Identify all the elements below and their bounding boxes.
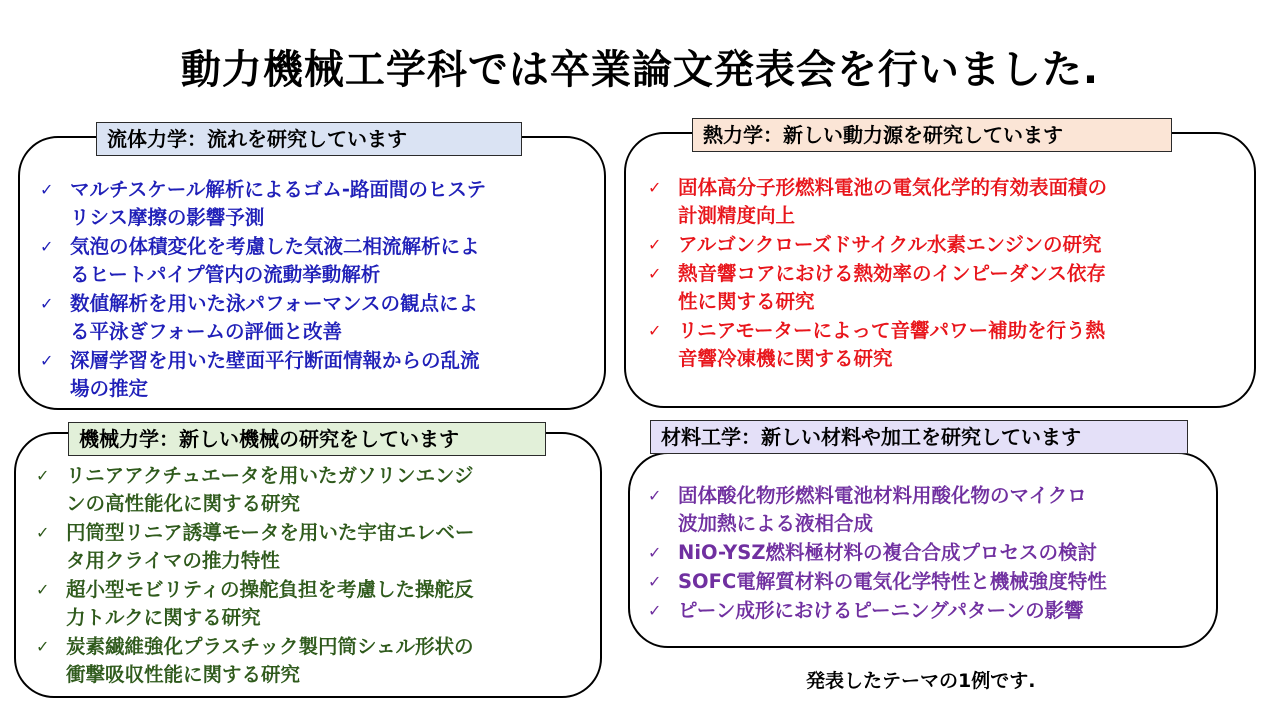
materials-engineering-heading: 材料工学：新しい材料や加工を研究しています bbox=[650, 420, 1188, 454]
fluid-dynamics-heading: 流体力学：流れを研究しています bbox=[96, 122, 522, 156]
checkmark-icon: ✓ bbox=[36, 466, 50, 485]
fluid-dynamics-list bbox=[40, 176, 486, 404]
checkmark-icon: ✓ bbox=[648, 601, 662, 620]
materials-research-item bbox=[648, 482, 1107, 538]
fluid-research-item bbox=[40, 290, 486, 346]
research-item-text: 音響冷凍機に関する研究 bbox=[678, 347, 893, 370]
research-item-text: リシス摩擦の影響予測 bbox=[70, 206, 265, 229]
research-item-text: 固体酸化物形燃料電池材料用酸化物のマイクロ bbox=[678, 484, 1087, 507]
research-item-text: アルゴンクローズドサイクル水素エンジンの研究 bbox=[678, 233, 1102, 256]
mechanical-dynamics-heading: 機械力学：新しい機械の研究をしています bbox=[68, 422, 546, 456]
thermal-research-item bbox=[648, 174, 1107, 230]
research-item-text: る平泳ぎフォームの評価と改善 bbox=[70, 320, 343, 343]
materials-research-item bbox=[648, 568, 1107, 596]
checkmark-icon: ✓ bbox=[648, 486, 662, 505]
research-item-text: マルチスケール解析によるゴム-路面間のヒステ bbox=[70, 178, 487, 201]
checkmark-icon: ✓ bbox=[648, 572, 662, 591]
research-item-text: リニアモーターによって音響パワー補助を行う熱 bbox=[678, 319, 1106, 342]
research-item-text: 衝撃吸収性能に関する研究 bbox=[66, 663, 301, 686]
research-item-text: 超小型モビリティの操舵負担を考慮した操舵反 bbox=[66, 578, 474, 601]
checkmark-icon: ✓ bbox=[648, 264, 662, 283]
checkmark-icon: ✓ bbox=[40, 180, 54, 199]
checkmark-icon: ✓ bbox=[36, 580, 50, 599]
checkmark-icon: ✓ bbox=[648, 235, 662, 254]
checkmark-icon: ✓ bbox=[648, 321, 662, 340]
checkmark-icon: ✓ bbox=[40, 351, 54, 370]
checkmark-icon: ✓ bbox=[36, 523, 50, 542]
research-item-text: ピーン成形におけるピーニングパターンの影響 bbox=[678, 599, 1084, 622]
checkmark-icon: ✓ bbox=[40, 294, 54, 313]
research-item-text: ンの高性能化に関する研究 bbox=[66, 492, 301, 515]
mechanical-research-item bbox=[36, 576, 474, 632]
research-item-text: るヒートパイプ管内の流動挙動解析 bbox=[70, 263, 381, 286]
fluid-research-item bbox=[40, 347, 486, 403]
research-item-text: 場の推定 bbox=[70, 377, 149, 400]
thermodynamics-heading: 熱力学：新しい動力源を研究しています bbox=[692, 118, 1172, 152]
thermal-research-item bbox=[648, 231, 1107, 259]
checkmark-icon: ✓ bbox=[648, 178, 662, 197]
research-item-text: 固体高分子形燃料電池の電気化学的有効表面積の bbox=[678, 176, 1108, 199]
thermal-research-item bbox=[648, 260, 1107, 316]
research-item-text: 計測精度向上 bbox=[678, 204, 796, 227]
thermodynamics-list bbox=[648, 174, 1107, 374]
checkmark-icon: ✓ bbox=[36, 637, 50, 656]
checkmark-icon: ✓ bbox=[40, 237, 54, 256]
research-item-text: 熱音響コアにおける熱効率のインピーダンス依存 bbox=[678, 262, 1106, 285]
materials-engineering-list bbox=[648, 482, 1107, 626]
research-item-text: 炭素繊維強化プラスチック製円筒シェル形状の bbox=[66, 635, 474, 658]
mechanical-research-item bbox=[36, 462, 474, 518]
research-item-text: リニアアクチュエータを用いたガソリンエンジ bbox=[66, 464, 474, 487]
research-item-text: 力トルクに関する研究 bbox=[66, 606, 261, 629]
research-item-text: タ用クライマの推力特性 bbox=[66, 549, 280, 572]
fluid-research-item bbox=[40, 233, 486, 289]
research-item-text: 深層学習を用いた壁面平行断面情報からの乱流 bbox=[70, 349, 480, 372]
mechanical-dynamics-list bbox=[36, 462, 474, 690]
mechanical-research-item bbox=[36, 519, 474, 575]
research-item-text: NiO-YSZ燃料極材料の複合合成プロセスの検討 bbox=[678, 541, 1097, 564]
research-item-text: 気泡の体積変化を考慮した気液二相流解析によ bbox=[70, 235, 480, 258]
materials-research-item bbox=[648, 539, 1107, 567]
thermal-research-item bbox=[648, 317, 1107, 373]
research-item-text: SOFC電解質材料の電気化学特性と機械強度特性 bbox=[678, 570, 1107, 593]
materials-research-item bbox=[648, 597, 1107, 625]
research-item-text: 性に関する研究 bbox=[678, 290, 815, 313]
page-title: 動力機械工学科では卒業論文発表会を行いました. bbox=[180, 47, 1100, 93]
research-item-text: 円筒型リニア誘導モータを用いた宇宙エレベー bbox=[66, 521, 475, 544]
mechanical-research-item bbox=[36, 633, 474, 689]
footnote: 発表したテーマの1例です. bbox=[806, 670, 1036, 692]
checkmark-icon: ✓ bbox=[648, 543, 662, 562]
fluid-research-item bbox=[40, 176, 486, 232]
research-item-text: 波加熱による液相合成 bbox=[678, 512, 874, 535]
research-item-text: 数値解析を用いた泳パフォーマンスの観点によ bbox=[70, 292, 478, 315]
